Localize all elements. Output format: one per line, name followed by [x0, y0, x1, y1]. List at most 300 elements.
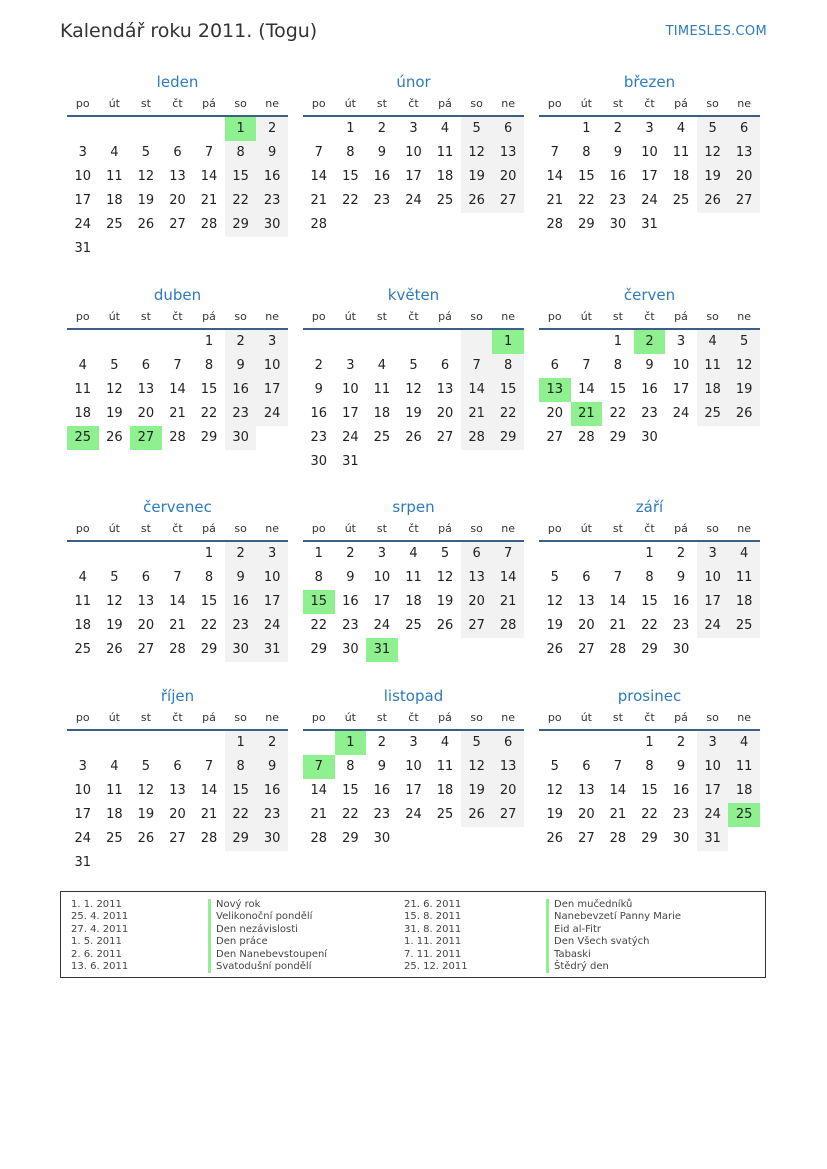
day-cell: 29 [225, 827, 257, 851]
day-cell: 28 [492, 614, 524, 638]
weekday-label: pá [674, 711, 688, 724]
day-cell: 18 [405, 594, 422, 609]
weekday-label: ne [737, 522, 752, 535]
weekday-header [539, 518, 760, 542]
weekday-label: ne [501, 522, 516, 535]
day-cell: 3 [697, 542, 729, 566]
day-cell: 15 [225, 165, 257, 189]
weekday-label: st [376, 711, 387, 724]
day-cell: 3 [78, 145, 87, 160]
day-cell: 25 [436, 807, 454, 822]
weekday-header [303, 306, 524, 330]
day-grid [67, 117, 288, 261]
month-září [539, 496, 760, 662]
holiday-day-cell: 1 [492, 330, 524, 354]
month-březen [539, 71, 760, 237]
month-name: březen [623, 73, 676, 91]
day-cell: 25 [728, 614, 760, 638]
day-cell: 19 [137, 193, 155, 208]
weekday-label: čt [644, 97, 655, 110]
day-cell: 16 [256, 779, 288, 803]
day-cell: 21 [200, 193, 218, 208]
day-cell: 30 [225, 638, 257, 662]
empty-day-cell [539, 731, 571, 755]
day-cell: 3 [377, 546, 387, 561]
day-cell: 13 [461, 566, 493, 590]
empty-day-cell [571, 330, 603, 354]
day-cell: 3 [346, 358, 355, 373]
legend-holiday-name: Den nezávislosti [208, 924, 327, 936]
day-cell: 30 [256, 213, 288, 237]
day-cell: 10 [405, 145, 422, 160]
month-květen [303, 284, 524, 474]
weekday-label: pá [674, 310, 688, 323]
day-cell: 10 [405, 759, 422, 774]
weekday-label: st [140, 310, 151, 323]
day-cell: 19 [106, 406, 123, 421]
day-cell: 29 [310, 642, 328, 657]
weekday-label: st [612, 711, 623, 724]
weekday-label: út [344, 310, 356, 323]
day-cell: 19 [405, 406, 422, 421]
weekday-label: út [344, 522, 356, 535]
day-cell: 23 [672, 807, 690, 822]
weekday-label: po [547, 97, 562, 110]
day-cell: 28 [200, 217, 218, 232]
day-cell: 16 [225, 590, 257, 614]
day-cell: 19 [697, 165, 729, 189]
weekday-label: čt [172, 310, 183, 323]
empty-day-cell [162, 117, 194, 141]
day-cell: 6 [728, 117, 760, 141]
day-grid [67, 731, 288, 875]
holiday-day-cell: 7 [303, 755, 335, 779]
weekday-label: st [612, 97, 623, 110]
day-cell: 28 [461, 426, 493, 450]
day-cell: 24 [256, 614, 288, 638]
day-cell: 21 [461, 402, 493, 426]
day-cell: 19 [106, 618, 123, 633]
day-cell: 1 [346, 121, 355, 136]
weekday-label: st [612, 310, 623, 323]
day-cell: 6 [173, 145, 182, 160]
weekday-label: čt [644, 711, 655, 724]
weekday-label: ne [265, 97, 280, 110]
day-cell: 28 [200, 831, 218, 846]
empty-day-cell [193, 117, 225, 141]
weekday-label: pá [202, 310, 216, 323]
day-cell: 26 [106, 430, 123, 445]
weekday-label: pá [438, 310, 452, 323]
empty-day-cell [67, 330, 99, 354]
holiday-day-cell: 27 [130, 426, 162, 450]
day-cell: 5 [409, 358, 418, 373]
legend-date: 1. 1. 2011 [71, 899, 122, 910]
weekday-label: čt [408, 711, 419, 724]
day-cell: 8 [346, 145, 355, 160]
holiday-day-cell: 21 [571, 402, 603, 426]
day-grid [67, 542, 288, 662]
weekday-label: so [234, 97, 247, 110]
day-cell: 12 [461, 141, 493, 165]
month-listopad [303, 685, 524, 851]
day-cell: 7 [492, 542, 524, 566]
weekday-label: so [706, 711, 719, 724]
day-cell: 16 [641, 382, 658, 397]
day-cell: 12 [546, 783, 564, 798]
day-cell: 2 [676, 546, 686, 561]
day-cell: 17 [405, 169, 422, 184]
month-červen [539, 284, 760, 450]
legend-date: 1. 5. 2011 [71, 936, 122, 948]
day-cell: 12 [137, 783, 155, 798]
weekday-label: čt [172, 97, 183, 110]
day-cell: 28 [609, 642, 627, 657]
day-cell: 24 [405, 807, 422, 822]
legend-holiday-name: Eid al-Fitr [546, 924, 681, 936]
weekday-header [303, 93, 524, 117]
weekday-label: ne [501, 711, 516, 724]
day-cell: 20 [578, 807, 595, 822]
day-cell: 11 [436, 759, 454, 774]
day-cell: 1 [613, 334, 623, 349]
day-cell: 23 [672, 618, 690, 633]
day-cell: 16 [310, 406, 328, 421]
day-cell: 23 [342, 618, 359, 633]
day-cell: 15 [342, 783, 359, 798]
day-cell: 11 [728, 566, 760, 590]
day-cell: 1 [204, 334, 214, 349]
day-cell: 16 [609, 169, 627, 184]
day-cell: 8 [346, 759, 355, 774]
weekday-label: ne [737, 711, 752, 724]
legend-holiday-name: Štědrý den [546, 961, 681, 973]
weekday-label: pá [202, 522, 216, 535]
day-cell: 15 [225, 779, 257, 803]
day-cell: 7 [204, 759, 214, 774]
day-cell: 17 [641, 169, 658, 184]
day-cell: 18 [74, 406, 92, 421]
day-cell: 10 [256, 354, 288, 378]
holiday-day-cell: 25 [728, 803, 760, 827]
legend-right-dates [404, 899, 468, 973]
day-cell: 26 [137, 217, 155, 232]
day-cell: 14 [200, 169, 218, 184]
weekday-header [539, 306, 760, 330]
day-cell: 10 [641, 145, 658, 160]
legend-holiday-name: Den Nanebevstoupení [208, 949, 327, 961]
day-cell: 27 [578, 642, 595, 657]
weekday-label: so [470, 522, 483, 535]
empty-day-cell [571, 731, 603, 755]
day-cell: 12 [728, 354, 760, 378]
weekday-label: čt [408, 522, 419, 535]
day-grid [539, 330, 760, 450]
day-cell: 23 [373, 807, 391, 822]
weekday-label: st [612, 522, 623, 535]
day-cell: 17 [697, 779, 729, 803]
day-cell: 20 [492, 779, 524, 803]
day-cell: 28 [310, 831, 328, 846]
day-cell: 4 [440, 735, 450, 750]
day-cell: 17 [373, 594, 391, 609]
day-cell: 30 [609, 217, 627, 232]
day-cell: 6 [173, 759, 182, 774]
day-cell: 18 [728, 779, 760, 803]
day-cell: 30 [310, 454, 328, 469]
weekday-label: čt [408, 310, 419, 323]
day-cell: 7 [582, 358, 591, 373]
day-cell: 19 [728, 378, 760, 402]
day-cell: 27 [492, 189, 524, 213]
legend-holiday-name: Tabaski [546, 949, 681, 961]
day-cell: 19 [546, 807, 564, 822]
day-cell: 9 [676, 759, 686, 774]
weekday-header [303, 518, 524, 542]
day-cell: 29 [200, 642, 218, 657]
day-cell: 27 [461, 614, 493, 638]
day-cell: 24 [256, 402, 288, 426]
day-cell: 3 [645, 121, 654, 136]
day-cell: 7 [550, 145, 559, 160]
day-cell: 24 [74, 217, 92, 232]
day-cell: 5 [110, 358, 119, 373]
day-cell: 21 [310, 193, 328, 208]
day-cell: 18 [106, 193, 123, 208]
day-cell: 5 [461, 117, 493, 141]
day-cell: 22 [492, 402, 524, 426]
day-cell: 8 [492, 354, 524, 378]
day-cell: 30 [373, 831, 391, 846]
weekday-label: ne [737, 97, 752, 110]
empty-day-cell [539, 542, 571, 566]
day-cell: 13 [492, 141, 524, 165]
day-cell: 9 [645, 358, 654, 373]
day-cell: 2 [613, 121, 623, 136]
day-cell: 5 [461, 731, 493, 755]
weekday-label: čt [408, 97, 419, 110]
day-cell: 13 [578, 594, 595, 609]
day-cell: 5 [141, 759, 151, 774]
weekday-label: pá [438, 711, 452, 724]
day-cell: 13 [169, 783, 186, 798]
weekday-label: ne [265, 522, 280, 535]
day-cell: 14 [169, 594, 186, 609]
weekday-label: po [311, 522, 326, 535]
weekday-label: po [75, 310, 90, 323]
day-cell: 26 [697, 189, 729, 213]
day-cell: 5 [550, 759, 559, 774]
day-cell: 25 [106, 831, 123, 846]
day-cell: 25 [405, 618, 422, 633]
day-cell: 11 [373, 382, 391, 397]
day-grid [539, 542, 760, 662]
legend-holiday-name: Svatodušní pondělí [208, 961, 327, 973]
empty-day-cell [461, 330, 493, 354]
empty-day-cell [303, 330, 335, 354]
day-cell: 19 [546, 618, 564, 633]
day-cell: 2 [676, 735, 686, 750]
day-cell: 26 [137, 831, 155, 846]
day-grid [539, 117, 760, 237]
day-cell: 8 [645, 759, 654, 774]
day-cell: 20 [169, 807, 186, 822]
day-cell: 22 [225, 803, 257, 827]
day-cell: 15 [641, 594, 658, 609]
month-name: prosinec [617, 687, 682, 705]
brand-link[interactable]: TIMESLES.COM [665, 24, 767, 39]
empty-day-cell [130, 542, 162, 566]
weekday-label: pá [438, 522, 452, 535]
day-cell: 17 [697, 590, 729, 614]
day-cell: 17 [672, 382, 690, 397]
day-cell: 13 [436, 382, 454, 397]
day-cell: 11 [106, 169, 123, 184]
day-cell: 14 [609, 594, 627, 609]
day-cell: 5 [728, 330, 760, 354]
day-cell: 10 [373, 570, 391, 585]
day-cell: 16 [373, 169, 391, 184]
weekday-label: so [470, 711, 483, 724]
day-cell: 4 [676, 121, 686, 136]
day-cell: 26 [405, 430, 422, 445]
weekday-label: pá [674, 522, 688, 535]
day-cell: 27 [436, 430, 454, 445]
weekday-label: so [234, 310, 247, 323]
day-cell: 8 [645, 570, 654, 585]
day-cell: 4 [728, 731, 760, 755]
empty-day-cell [67, 731, 99, 755]
day-cell: 3 [78, 759, 87, 774]
day-cell: 26 [461, 803, 493, 827]
weekday-label: čt [644, 310, 655, 323]
day-cell: 3 [256, 542, 288, 566]
page-title: Kalendář roku 2011. (Togu) [60, 20, 318, 42]
day-cell: 2 [377, 735, 387, 750]
day-cell: 11 [74, 382, 92, 397]
day-cell: 3 [676, 334, 686, 349]
day-cell: 12 [405, 382, 422, 397]
day-cell: 24 [405, 193, 422, 208]
legend-date: 2. 6. 2011 [71, 948, 122, 960]
day-cell: 28 [169, 430, 186, 445]
day-cell: 25 [106, 217, 123, 232]
day-cell: 26 [728, 402, 760, 426]
weekday-label: st [376, 310, 387, 323]
day-cell: 10 [697, 566, 729, 590]
day-cell: 23 [641, 406, 658, 421]
day-cell: 29 [578, 217, 595, 232]
day-cell: 20 [461, 590, 493, 614]
legend-date: 27. 4. 2011 [71, 923, 129, 935]
day-cell: 7 [204, 145, 214, 160]
day-cell: 29 [200, 430, 218, 445]
day-cell: 11 [436, 145, 454, 160]
legend-right-names [546, 899, 681, 973]
day-cell: 14 [310, 169, 328, 184]
day-cell: 8 [225, 755, 257, 779]
weekday-label: po [311, 711, 326, 724]
day-cell: 9 [613, 145, 623, 160]
day-cell: 9 [377, 759, 387, 774]
day-cell: 7 [613, 759, 623, 774]
day-cell: 14 [578, 382, 595, 397]
day-cell: 2 [346, 546, 355, 561]
weekday-header [67, 707, 288, 731]
day-cell: 20 [137, 406, 155, 421]
day-cell: 4 [697, 330, 729, 354]
day-cell: 18 [436, 783, 454, 798]
day-cell: 29 [492, 426, 524, 450]
legend-holiday-name: Nanebevzetí Panny Marie [546, 911, 681, 923]
day-cell: 6 [582, 570, 591, 585]
day-cell: 27 [169, 217, 186, 232]
day-cell: 12 [546, 594, 564, 609]
day-cell: 8 [204, 570, 214, 585]
holiday-day-cell: 13 [539, 378, 571, 402]
legend-holiday-name: Den Všech svatých [546, 936, 681, 948]
day-cell: 14 [492, 566, 524, 590]
day-cell: 23 [225, 402, 257, 426]
day-cell: 15 [609, 382, 627, 397]
month-říjen [67, 685, 288, 875]
weekday-label: st [376, 97, 387, 110]
day-cell: 8 [314, 570, 323, 585]
day-cell: 10 [697, 755, 729, 779]
day-cell: 8 [225, 141, 257, 165]
day-cell: 25 [436, 193, 454, 208]
weekday-label: so [470, 97, 483, 110]
legend-left-names [208, 899, 327, 973]
day-cell: 14 [310, 783, 328, 798]
day-cell: 31 [74, 241, 92, 256]
day-cell: 17 [74, 807, 92, 822]
day-cell: 13 [137, 382, 155, 397]
weekday-label: út [580, 711, 592, 724]
weekday-label: po [75, 522, 90, 535]
day-cell: 12 [461, 755, 493, 779]
weekday-label: st [140, 522, 151, 535]
day-cell: 20 [436, 406, 454, 421]
day-cell: 18 [436, 169, 454, 184]
day-cell: 16 [672, 594, 690, 609]
day-cell: 24 [672, 406, 690, 421]
day-cell: 12 [106, 594, 123, 609]
day-cell: 26 [546, 642, 564, 657]
day-cell: 2 [256, 731, 288, 755]
day-cell: 21 [609, 807, 627, 822]
legend-date: 15. 8. 2011 [404, 911, 462, 923]
day-cell: 7 [613, 570, 623, 585]
day-cell: 6 [492, 117, 524, 141]
holiday-day-cell: 2 [634, 330, 666, 354]
weekday-label: so [706, 522, 719, 535]
day-cell: 11 [106, 783, 123, 798]
day-cell: 22 [578, 193, 595, 208]
day-cell: 18 [728, 590, 760, 614]
weekday-label: po [547, 310, 562, 323]
day-cell: 28 [310, 217, 328, 232]
day-cell: 2 [225, 330, 257, 354]
day-cell: 27 [137, 642, 155, 657]
day-cell: 27 [728, 189, 760, 213]
legend-date: 7. 11. 2011 [404, 948, 462, 960]
day-cell: 24 [373, 618, 391, 633]
weekday-label: út [580, 522, 592, 535]
legend-holiday-name: Den mučedníků [546, 899, 681, 911]
day-cell: 4 [78, 570, 87, 585]
day-cell: 12 [697, 141, 729, 165]
